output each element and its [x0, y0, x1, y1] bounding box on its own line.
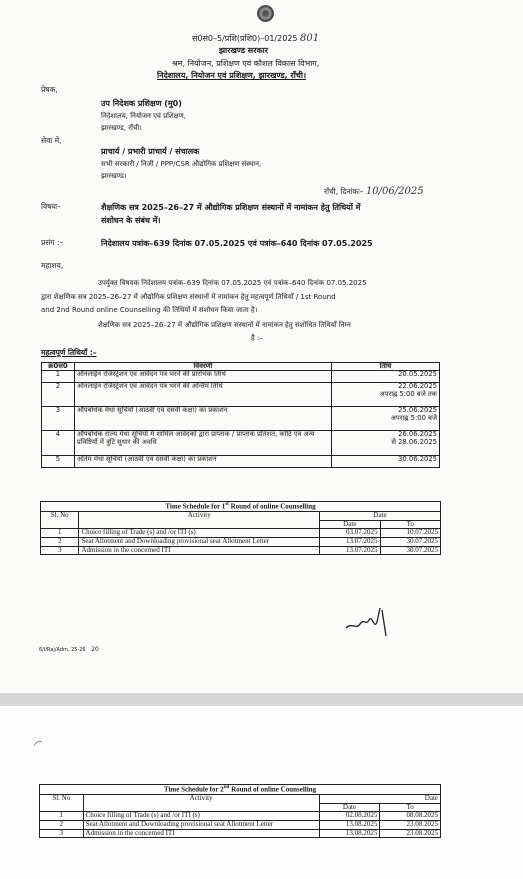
table-row [42, 431, 440, 456]
table-cell: Choice filling of Trade (s) and /or ITI (s) [79, 529, 320, 538]
table-cell: Choice filling of Trade (s) and /or ITI (s) [83, 812, 319, 821]
signature-icon [342, 600, 404, 640]
table-title-text: Time Schedule for 1 [165, 502, 226, 511]
body-paragraph-line: है :– [251, 334, 263, 342]
footer-page-number: 20 [91, 646, 99, 653]
important-dates-heading: महत्वपूर्ण तिथियाँ :– [41, 348, 97, 357]
date-note: अपराह्न 5:00 बजे तक [379, 389, 437, 398]
column-header: Sl. No [41, 512, 79, 529]
letter-page-2 [0, 706, 523, 879]
table-cell: 23.08.2025 [380, 821, 441, 830]
table-cell: Seat Allotment and Downloading provisional seat Allotment Letter [79, 538, 320, 547]
table-cell: 3 [42, 407, 75, 431]
directorate-name: निदेशालय, नियोजन एवं प्रशिक्षण, झारखण्ड, राँची। [157, 71, 306, 80]
sender-address-line: निदेशालय, नियोजन एवं प्रशिक्षण, [101, 112, 186, 120]
table-cell: Admission in the concerned ITI [83, 829, 319, 838]
table-cell: 1 [40, 812, 84, 821]
table-cell [332, 431, 440, 456]
table-row [40, 821, 441, 830]
date-text: 25.06.2025 [398, 406, 437, 415]
table-row [42, 407, 440, 431]
table-cell: Admission in the concerned ITI [79, 546, 320, 555]
table-title-sup: nd [223, 785, 230, 790]
government-name: झारखण्ड सरकार [219, 46, 268, 55]
column-header: Activity [83, 795, 319, 812]
reference-number-text: सं0सं0–5/प्रशि(प्रशि0)–01/2025 [192, 34, 298, 43]
table-row [42, 383, 440, 407]
date-text: 20.05.2025 [398, 370, 437, 379]
date-text: 30.06.2025 [398, 455, 437, 464]
table-cell [332, 456, 440, 468]
column-subheader: Date [320, 520, 380, 529]
salutation: महाशय, [41, 261, 64, 270]
table-title [41, 502, 441, 512]
subject-label: विषयः– [41, 202, 62, 211]
table-header-row [40, 795, 441, 804]
table-cell: Seat Allotment and Downloading provisional seat Allotment Letter [83, 821, 319, 830]
column-subheader: Date [319, 803, 380, 812]
important-dates-table [41, 362, 440, 468]
footer-code: 6/I/Raj/Adm. 25-26 [39, 647, 86, 653]
table-cell: 13.07.2025 [320, 546, 380, 555]
column-header: विवरणी [74, 363, 331, 371]
recipient-name: प्राचार्य / प्रभारी प्राचार्य / संचालक [101, 147, 200, 156]
column-header: Sl. No [40, 795, 84, 812]
sender-address-line: झारखण्ड, राँची। [101, 124, 142, 132]
recipient-address-line: झारखण्ड। [101, 172, 127, 180]
table-cell: 1 [42, 371, 75, 383]
table-title-row [41, 502, 441, 512]
letter-date [324, 186, 424, 198]
first-round-schedule-table [40, 501, 441, 555]
column-header: तिथि [332, 363, 440, 371]
column-header: Date [320, 512, 441, 521]
body-paragraph-line: शैक्षणिक सत्र 2025–26–27 में औद्योगिक प्रशिक्षण संस्थानों में नामांकन हेतु संशोधित तिथियाँ निम्न [98, 321, 351, 329]
body-paragraph-line: and 2nd Round online Counselling की तिथियों में संशोधन किया जाता है। [41, 306, 258, 314]
reference-number-handwritten: 801 [300, 33, 320, 44]
table-cell: औपबंधिक मेधा सूचियाँ (आठवीं एवं दसवीं कक्षा) का प्रकाशन [74, 407, 331, 431]
table-cell: 2 [42, 383, 75, 407]
table-cell: 10.07.2025 [380, 529, 441, 538]
table-cell: 2 [40, 821, 84, 830]
recipient-label: सेवा में, [41, 136, 62, 145]
body-paragraph-line: उपर्युक्त विषयक निदेशालय पत्रांक–639 दिनांक 07.05.2025 एवं पत्रांक–640 दिनांक 07.05.2025 [98, 279, 367, 287]
table-cell [332, 383, 440, 407]
table-cell: 3 [41, 546, 79, 555]
sender-name: उप निदेशक प्रशिक्षण (मु0) [101, 99, 182, 108]
table-cell: 5 [42, 456, 75, 468]
column-header: क्र0सं0 [42, 363, 75, 371]
table-row [42, 456, 440, 468]
subject-line: संशोधन के संबंध में। [101, 216, 161, 225]
reference-text: निदेशालय पत्रांक–639 दिनांक 07.05.2025 एवं पत्रांक–640 दिनांक 07.05.2025 [101, 239, 373, 248]
letter-date-label: राँची, दिनांकः– [324, 187, 364, 196]
footer [39, 647, 99, 654]
table-cell: औपबंधिक राज्य मेधा सूचियों में शामिल आवेदकों द्वारा प्राप्तांक / प्राप्तांक प्रतिशत, कोटि एवं अन्य प्रविष्टियों में त्रुटि सुधार की अवधि [74, 431, 331, 456]
table-row [41, 538, 441, 547]
table-cell: ऑनलाईन रजिस्ट्रेशन एवं आवेदन पत्र भरने की अन्तिम तिथि [74, 383, 331, 407]
subject-line: शैक्षणिक सत्र 2025–26–27 में औद्योगिक प्रशिक्षण संस्थानों में नामांकन हेतु तिथियों में [101, 203, 361, 212]
table-title-text: Time Schedule for 2 [163, 785, 224, 794]
table-header-row [41, 512, 441, 521]
page-separator [0, 693, 523, 706]
table-cell: 03.07.2025 [320, 529, 380, 538]
table-row [41, 546, 441, 555]
table-title-text: Round of online Counselling [228, 502, 316, 511]
table-title-sup: st [225, 502, 229, 507]
table-cell: 13.08.2025 [319, 821, 380, 830]
scan-mark-icon [33, 739, 43, 747]
table-cell: 2 [41, 538, 79, 547]
date-text: 22.06.2025 [398, 382, 437, 391]
table-cell: 13.08.2025 [319, 829, 380, 838]
table-cell: ऑनलाईन रजिस्ट्रेशन एवं आवेदन पत्र भरने की प्रारंभिक तिथि [74, 371, 331, 383]
table-cell: 02.08.2025 [319, 812, 380, 821]
letter-date-handwritten: 10/06/2025 [365, 186, 424, 197]
column-header: Date [319, 795, 440, 804]
table-cell: 23.08.2025 [380, 829, 441, 838]
reference-label: प्रसंग :– [41, 238, 64, 247]
reference-number [192, 33, 319, 45]
table-cell: 08.08.2025 [380, 812, 441, 821]
body-paragraph-text: द्वारा शैक्षणिक सत्र 2025–26–27 में औद्योगिक प्रशिक्षण संस्थानों में नामांकन हेतु महत्वपूर्ण तिथियाँ / 1st Round [41, 293, 336, 301]
department-name: श्रम, नियोजन, प्रशिक्षण एवं कौशल विकास विभाग, [172, 59, 320, 68]
date-text: 26.06.2025 [398, 430, 437, 439]
sender-label: प्रेषक, [41, 85, 58, 94]
table-cell: 1 [41, 529, 79, 538]
table-title-row [40, 785, 441, 795]
table-title-text: Round of online Counselling [229, 785, 317, 794]
table-cell: 30.07.2025 [380, 538, 441, 547]
table-cell: अंतिम मेधा सूचियाँ (आठवीं एवं दसवीं कक्षा) का प्रकाशन [74, 456, 331, 468]
table-cell: 3 [40, 829, 84, 838]
table-cell: 30.07.2025 [380, 546, 441, 555]
table-row [40, 829, 441, 838]
table-title [40, 785, 441, 795]
column-subheader: To [380, 520, 441, 529]
date-note: अपराह्न 5:00 बजे [390, 413, 437, 422]
column-subheader: To [380, 803, 441, 812]
table-cell [332, 407, 440, 431]
table-cell: 4 [42, 431, 75, 456]
date-note: से 28.06.2025 [391, 437, 437, 446]
state-emblem-icon [257, 5, 274, 22]
recipient-address-line: सभी सरकारी / निजी / PPP/CSR औद्योगिक प्रशिक्षण संस्थान, [101, 160, 262, 168]
body-paragraph-line [41, 293, 336, 301]
table-cell: 13.07.2025 [320, 538, 380, 547]
second-round-schedule-table [39, 784, 441, 838]
table-cell [332, 371, 440, 383]
column-header: Activity [79, 512, 320, 529]
